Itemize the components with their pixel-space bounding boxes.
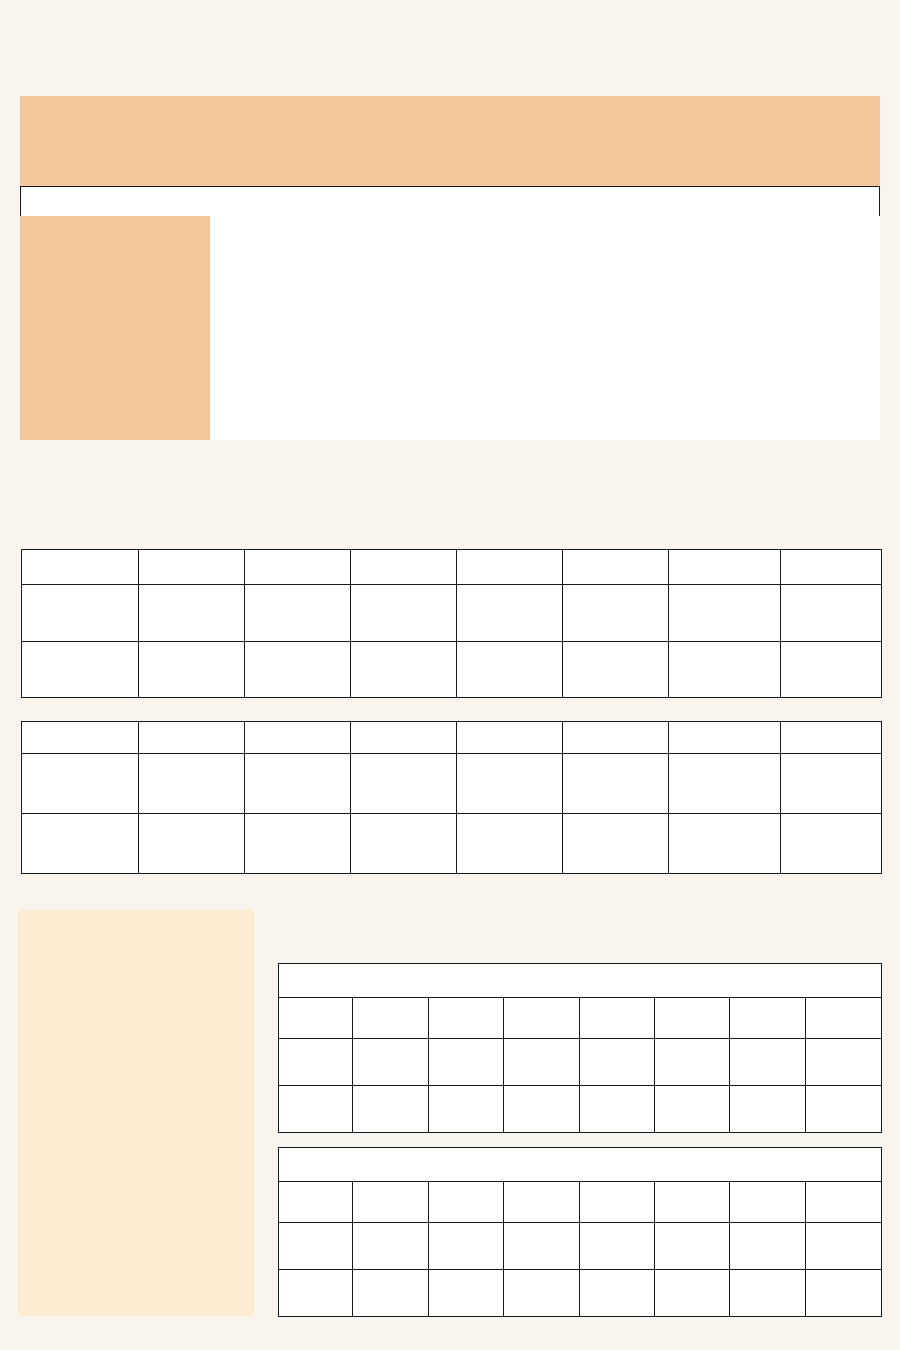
table-cell bbox=[669, 754, 781, 814]
size-header-band bbox=[20, 96, 880, 186]
table-cell bbox=[806, 1039, 882, 1086]
table-cell bbox=[730, 1086, 806, 1133]
table-cell bbox=[806, 1270, 882, 1317]
size-header bbox=[655, 1182, 730, 1223]
measurement-values-area bbox=[210, 216, 880, 440]
size-header bbox=[457, 550, 563, 585]
table-cell bbox=[245, 754, 351, 814]
garment-inches-table bbox=[21, 549, 882, 698]
table-cell bbox=[139, 754, 245, 814]
table-cell bbox=[139, 641, 245, 697]
table-cell bbox=[730, 1223, 806, 1270]
measurement-label-column bbox=[20, 216, 210, 440]
table-cell bbox=[353, 1223, 429, 1270]
size-header bbox=[669, 550, 781, 585]
table-cell bbox=[669, 814, 781, 874]
size-header bbox=[245, 550, 351, 585]
size-header bbox=[353, 1182, 429, 1223]
unit-label-centimeters bbox=[22, 722, 139, 754]
fabric-width bbox=[279, 1270, 353, 1317]
table-cell bbox=[806, 1086, 882, 1133]
table-cell bbox=[580, 1223, 655, 1270]
table-cell bbox=[353, 1086, 429, 1133]
unit-label-inches bbox=[22, 550, 139, 585]
size-header bbox=[563, 550, 669, 585]
size-header bbox=[351, 722, 457, 754]
table-cell bbox=[457, 585, 563, 641]
garment-centimeters-table bbox=[21, 721, 882, 874]
table-cell bbox=[245, 585, 351, 641]
yardage-meters-table bbox=[278, 1147, 882, 1317]
table-cell bbox=[351, 814, 457, 874]
size-header bbox=[655, 998, 730, 1039]
table-cell bbox=[245, 641, 351, 697]
fabric-width bbox=[279, 1039, 353, 1086]
fabric-panel bbox=[18, 910, 254, 1316]
table-cell bbox=[504, 1223, 580, 1270]
table-cell bbox=[781, 814, 882, 874]
size-header bbox=[563, 722, 669, 754]
size-header bbox=[730, 1182, 806, 1223]
size-header bbox=[669, 722, 781, 754]
table-cell bbox=[563, 585, 669, 641]
table-cell bbox=[563, 754, 669, 814]
size-header bbox=[245, 722, 351, 754]
size-guide-table bbox=[20, 96, 880, 440]
size-header bbox=[457, 722, 563, 754]
row-label bbox=[22, 814, 139, 874]
size-header bbox=[351, 550, 457, 585]
width-label bbox=[279, 1182, 353, 1223]
row-label bbox=[22, 585, 139, 641]
table-cell bbox=[351, 585, 457, 641]
table-cell bbox=[655, 1223, 730, 1270]
table-cell bbox=[351, 754, 457, 814]
table-cell bbox=[504, 1270, 580, 1317]
table-cell bbox=[781, 641, 882, 697]
table-cell bbox=[504, 1039, 580, 1086]
size-header bbox=[580, 998, 655, 1039]
table-cell bbox=[353, 1270, 429, 1317]
table-cell bbox=[429, 1270, 504, 1317]
table-cell bbox=[655, 1270, 730, 1317]
table-cell bbox=[655, 1039, 730, 1086]
row-label bbox=[22, 754, 139, 814]
table-cell bbox=[245, 814, 351, 874]
table-cell bbox=[429, 1223, 504, 1270]
table-cell bbox=[563, 814, 669, 874]
size-header bbox=[580, 1182, 655, 1223]
table-cell bbox=[580, 1039, 655, 1086]
row-label bbox=[22, 641, 139, 697]
table-cell bbox=[806, 1223, 882, 1270]
letter-size-row bbox=[20, 186, 880, 217]
table-cell bbox=[351, 641, 457, 697]
size-header bbox=[504, 998, 580, 1039]
table-cell bbox=[655, 1086, 730, 1133]
meters-header bbox=[279, 1148, 882, 1182]
size-header bbox=[429, 998, 504, 1039]
table-cell bbox=[457, 641, 563, 697]
table-cell bbox=[563, 641, 669, 697]
table-cell bbox=[669, 641, 781, 697]
table-cell bbox=[457, 754, 563, 814]
size-header bbox=[353, 998, 429, 1039]
table-cell bbox=[353, 1039, 429, 1086]
table-cell bbox=[730, 1270, 806, 1317]
table-cell bbox=[139, 814, 245, 874]
table-cell bbox=[429, 1039, 504, 1086]
size-header bbox=[806, 1182, 882, 1223]
size-header bbox=[504, 1182, 580, 1223]
size-header bbox=[806, 998, 882, 1039]
yardage-yards-table bbox=[278, 963, 882, 1133]
size-header bbox=[429, 1182, 504, 1223]
table-cell bbox=[580, 1086, 655, 1133]
size-header bbox=[781, 550, 882, 585]
size-header bbox=[730, 998, 806, 1039]
table-cell bbox=[730, 1039, 806, 1086]
table-cell bbox=[139, 585, 245, 641]
table-cell bbox=[580, 1270, 655, 1317]
table-cell bbox=[504, 1086, 580, 1133]
table-cell bbox=[781, 754, 882, 814]
table-cell bbox=[457, 814, 563, 874]
fabric-width bbox=[279, 1086, 353, 1133]
size-header bbox=[781, 722, 882, 754]
table-cell bbox=[669, 585, 781, 641]
table-cell bbox=[429, 1086, 504, 1133]
yards-header bbox=[279, 964, 882, 998]
width-label bbox=[279, 998, 353, 1039]
fabric-width bbox=[279, 1223, 353, 1270]
table-cell bbox=[781, 585, 882, 641]
size-header bbox=[139, 550, 245, 585]
size-header bbox=[139, 722, 245, 754]
